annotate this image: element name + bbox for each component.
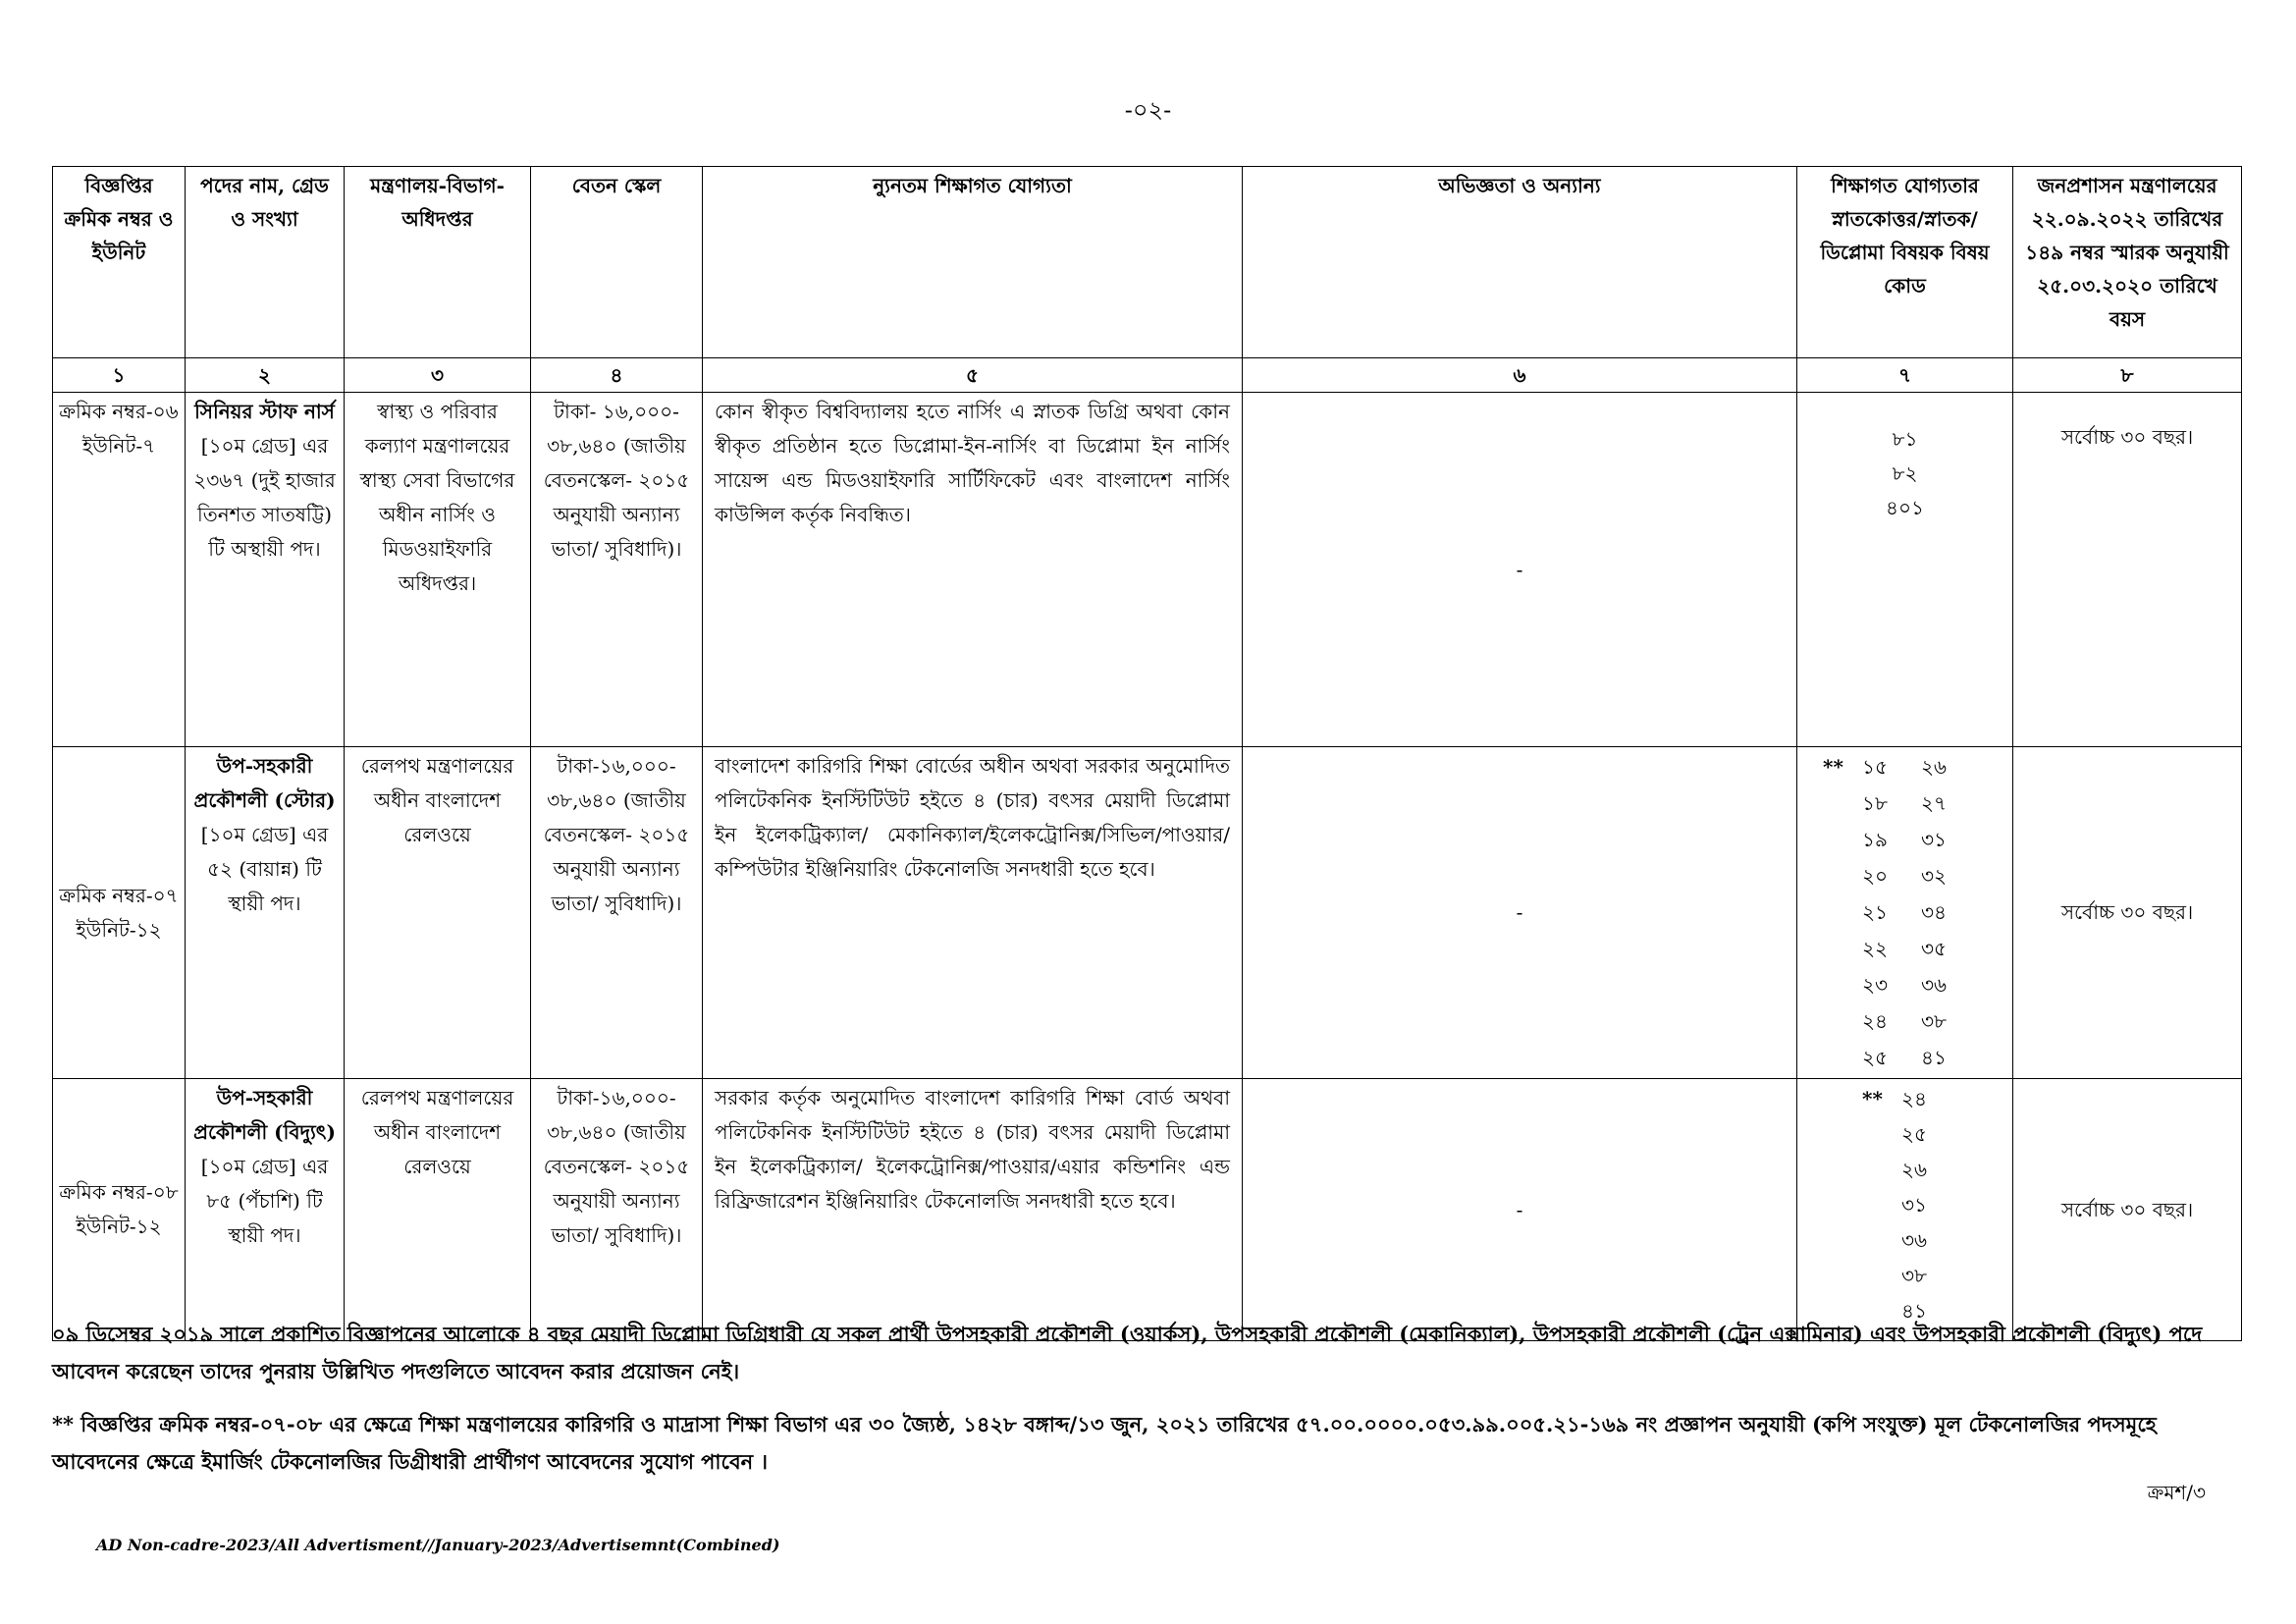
subject-code-line <box>1823 785 2006 822</box>
subject-code: ৩৬ <box>1921 973 1948 997</box>
serial-cell <box>53 1079 186 1341</box>
continued-marker: ক্রমশ/৩ <box>2147 1481 2206 1504</box>
experience-cell: - <box>1243 393 1797 747</box>
subject-code: ২৬ <box>1921 755 1948 779</box>
subject-code-line <box>1823 1003 2006 1040</box>
header-serial: বিজ্ঞপ্তির ক্রমিক নম্বর ও ইউনিট <box>53 167 186 358</box>
note-marker: ** <box>1862 1087 1883 1110</box>
column-number: ১ <box>53 358 186 393</box>
serial-text: ক্রমিক নম্বর-০৭ ইউনিট-১২ <box>59 883 179 942</box>
subject-code-line <box>1862 1116 2006 1152</box>
post-detail: [১০ম গ্রেড] এর ৮৫ (পঁচাশি) টি স্থায়ী পদ। <box>200 1155 329 1247</box>
subject-code: ১৯ <box>1862 828 1888 851</box>
column-number: ৮ <box>2013 358 2242 393</box>
subject-code: ৩৫ <box>1921 937 1947 960</box>
note-emerging-technology: ** বিজ্ঞপ্তির ক্রমিক নম্বর-০৭-০৮ এর ক্ষেত্রে শিক্ষা মন্ত্রণালয়ের কারিগরি ও মাদ্রাসা শিক্ষা বিভাগ এর ৩০ জ্যৈষ্ঠ, ১৪২৮ বঙ্গাব্দ/১৩ জুন, ২০২১ তারিখের ৫৭.০০.০০০০.০৫৩.৯৯.০০৫.২১-১৬৯ নং প্রজ্ঞাপন অনুযায়ী (কপি সংযুক্ত) মূল টেকনোলজির পদসমূহে আবেদনের ক্ষেত্রে ইমার্জিং টেকনোলজির ডিগ্রীধারী প্রার্থীগণ আবেদনের সুযোগ পাবেন । <box>52 1412 2157 1474</box>
table-row <box>53 1079 2242 1341</box>
experience-cell: - <box>1243 1079 1797 1341</box>
subject-code: ৩৮ <box>1901 1264 1927 1287</box>
subject-code: ৩১ <box>1901 1193 1927 1217</box>
serial-cell <box>53 393 186 747</box>
subject-code-line <box>1823 749 2006 785</box>
column-number: ২ <box>186 358 345 393</box>
subject-code: ৩২ <box>1921 864 1948 888</box>
subject-code: ২১ <box>1862 900 1888 924</box>
age-cell: সর্বোচ্চ ৩০ বছর। <box>2013 747 2242 1079</box>
column-number: ৭ <box>1797 358 2013 393</box>
ministry-cell: রেলপথ মন্ত্রণালয়ের অধীন বাংলাদেশ রেলওয়ে <box>345 1079 531 1341</box>
pay-scale-cell: টাকা-১৬,০০০- ৩৮,৬৪০ (জাতীয় বেতনস্কেল- ২০১৫ অনুযায়ী অন্যান্য ভাতা/ সুবিধাদি)। <box>531 747 703 1079</box>
subject-code: ৪১ <box>1921 1046 1947 1069</box>
subject-code-cell <box>1797 1079 2013 1341</box>
post-cell <box>186 747 345 1079</box>
subject-code: ১৫ <box>1862 755 1888 779</box>
subject-code-list <box>1803 1081 2006 1328</box>
subject-code: ২৩ <box>1862 973 1889 997</box>
qualification-cell: সরকার কর্তৃক অনুমোদিত বাংলাদেশ কারিগরি শিক্ষা বোর্ড অথবা পলিটেকনিক ইনস্টিটিউট হইতে ৪ (চার) বৎসর মেয়াদী ডিপ্লোমা ইন ইলেকট্রিক্যাল/ ইলেকট্রোনিক্স/পাওয়ার/এয়ার কন্ডিশনিং এন্ড রিফ্রিজারেশন ইঞ্জিনিয়ারিং টেকনোলজি সনদধারী হতে হবে। <box>703 1079 1243 1341</box>
subject-code-line <box>1823 822 2006 858</box>
subject-code: ২৫ <box>1901 1122 1927 1146</box>
post-title: উপ-সহকারী প্রকৌশলী (স্টোর) <box>193 754 336 812</box>
note-previous-applicants: ০৯ ডিসেম্বর ২০১৯ সালে প্রকাশিত বিজ্ঞাপনের আলোকে ৪ বছর মেয়াদী ডিপ্লোমা ডিগ্রিধারী যে সকল প্রার্থী উপসহকারী প্রকৌশলী (ওয়ার্কস), উপসহকারী প্রকৌশলী (মেকানিক্যাল), উপসহকারী প্রকৌশলী (ট্রেন এক্সামিনার) এবং উপসহকারী প্রকৌশলী (বিদ্যুৎ) পদে আবেদন করেছেন তাদের পুনরায় উল্লিখিত পদগুলিতে আবেদন করার প্রয়োজন নেই। <box>52 1322 2203 1383</box>
header-age: জনপ্রশাসন মন্ত্রণালয়ের ২২.০৯.২০২২ তারিখের ১৪৯ নম্বর স্মারক অনুযায়ী ২৫.০৩.২০২০ তারিখে বয়স <box>2013 167 2242 358</box>
table-header-row <box>53 167 2242 358</box>
subject-code-line <box>1862 1081 2006 1116</box>
header-ministry: মন্ত্রণালয়-বিভাগ-অধিদপ্তর <box>345 167 531 358</box>
subject-code-line <box>1823 1040 2006 1076</box>
experience-cell: - <box>1243 747 1797 1079</box>
subject-code-line <box>1862 1222 2006 1258</box>
subject-code: ২৫ <box>1862 1046 1888 1069</box>
table-row <box>53 747 2242 1079</box>
column-number-row <box>53 358 2242 393</box>
subject-code-line <box>1823 931 2006 967</box>
pay-scale-cell: টাকা-১৬,০০০- ৩৮,৬৪০ (জাতীয় বেতনস্কেল- ২০১৫ অনুযায়ী অন্যান্য ভাতা/ সুবিধাদি)। <box>531 1079 703 1341</box>
qualification-cell: বাংলাদেশ কারিগরি শিক্ষা বোর্ডের অধীন অথবা সরকার অনুমোদিত পলিটেকনিক ইনস্টিটিউট হইতে ৪ (চার) বৎসর মেয়াদী ডিপ্লোমা ইন ইলেকট্রিক্যাল/ মেকানিক্যাল/ইলেকট্রোনিক্স/সিভিল/পাওয়ার/ কম্পিউটার ইঞ্জিনিয়ারিং টেকনোলজি সনদধারী হতে হবে। <box>703 747 1243 1079</box>
pay-scale-cell: টাকা- ১৬,০০০- ৩৮,৬৪০ (জাতীয় বেতনস্কেল- ২০১৫ অনুযায়ী অন্যান্য ভাতা/ সুবিধাদি)। <box>531 393 703 747</box>
subject-code-cell <box>1797 393 2013 747</box>
column-number: ৪ <box>531 358 703 393</box>
post-cell <box>186 393 345 747</box>
ministry-cell: রেলপথ মন্ত্রণালয়ের অধীন বাংলাদেশ রেলওয়ে <box>345 747 531 1079</box>
header-qualification: ন্যুনতম শিক্ষাগত যোগ্যতা <box>703 167 1243 358</box>
post-detail: [১০ম গ্রেড] এর ৫২ (বায়ান্ন) টি স্থায়ী পদ। <box>200 823 329 915</box>
header-subject-code: শিক্ষাগত যোগ্যতার স্নাতকোত্তর/স্নাতক/ ডিপ্লোমা বিষয়ক বিষয় কোড <box>1797 167 2013 358</box>
subject-code: ৪০১ <box>1886 496 1924 519</box>
subject-code: ২৬ <box>1901 1158 1928 1181</box>
serial-text: ক্রমিক নম্বর-০৬ ইউনিট-৭ <box>59 400 179 458</box>
column-number: ৬ <box>1243 358 1797 393</box>
subject-code: ৩৮ <box>1921 1009 1947 1033</box>
header-pay-scale: বেতন স্কেল <box>531 167 703 358</box>
subject-code: ২৭ <box>1921 791 1948 815</box>
subject-code-line <box>1823 967 2006 1003</box>
subject-code-line <box>1862 1258 2006 1293</box>
subject-code: ৮২ <box>1892 461 1918 485</box>
subject-code: ৩৪ <box>1921 900 1947 924</box>
subject-code: ২৪ <box>1862 1009 1888 1033</box>
post-title: সিনিয়র স্টাফ নার্স <box>194 400 335 423</box>
subject-code-line <box>1862 1152 2006 1187</box>
subject-code: ২২ <box>1862 937 1889 960</box>
header-experience: অভিজ্ঞতা ও অন্যান্য <box>1243 167 1797 358</box>
subject-code: ২০ <box>1862 864 1889 888</box>
subject-code-line <box>1823 894 2006 931</box>
serial-text: ক্রমিক নম্বর-০৮ ইউনিট-১২ <box>59 1180 179 1238</box>
qualification-cell: কোন স্বীকৃত বিশ্ববিদ্যালয় হতে নার্সিং এ স্নাতক ডিগ্রি অথবা কোন স্বীকৃত প্রতিষ্ঠান হতে ডিপ্লোমা-ইন-নার্সিং বা ডিপ্লোমা ইন নার্সিং সায়েন্স এন্ড মিডওয়াইফারি সার্টিফিকেট এবং বাংলাদেশ নার্সিং কাউন্সিল কর্তৃক নিবন্ধিত। <box>703 393 1243 747</box>
subject-code-cell <box>1797 747 2013 1079</box>
page-number: -০২- <box>1124 96 1172 124</box>
subject-code-list <box>1803 749 2006 1076</box>
age-cell: সর্বোচ্চ ৩০ বছর। <box>2013 1079 2242 1341</box>
note-marker: ** <box>1823 755 1843 779</box>
job-posts-table <box>52 166 2242 1341</box>
serial-cell <box>53 747 186 1079</box>
post-cell <box>186 1079 345 1341</box>
subject-code: ২৪ <box>1901 1087 1927 1110</box>
subject-code: ৩১ <box>1921 828 1947 851</box>
footer-file-path: AD Non-cadre-2023/All Advertisment//January-2023/Advertisemnt(Combined) <box>96 1536 780 1554</box>
subject-code-line <box>1823 858 2006 894</box>
subject-code: ৪১ <box>1901 1299 1927 1323</box>
ministry-cell: স্বাস্থ্য ও পরিবার কল্যাণ মন্ত্রণালয়ের স্বাস্থ্য সেবা বিভাগের অধীন নার্সিং ও মিডওয়াইফারি অধিদপ্তর। <box>345 393 531 747</box>
post-title: উপ-সহকারী প্রকৌশলী (বিদ্যুৎ) <box>193 1086 336 1144</box>
column-number: ৩ <box>345 358 531 393</box>
subject-code-line <box>1862 1187 2006 1222</box>
subject-code-list <box>1803 395 2006 525</box>
post-detail: [১০ম গ্রেড] এর ২৩৬৭ (দুই হাজার তিনশত সাতষট্টি) টি অস্থায়ী পদ। <box>193 434 336 561</box>
header-post: পদের নাম, গ্রেড ও সংখ্যা <box>186 167 345 358</box>
subject-code: ৩৬ <box>1901 1228 1928 1252</box>
subject-code: ৮১ <box>1892 427 1918 451</box>
age-cell: সর্বোচ্চ ৩০ বছর। <box>2013 393 2242 747</box>
table-row <box>53 393 2242 747</box>
column-number: ৫ <box>703 358 1243 393</box>
subject-code: ১৮ <box>1862 791 1888 815</box>
